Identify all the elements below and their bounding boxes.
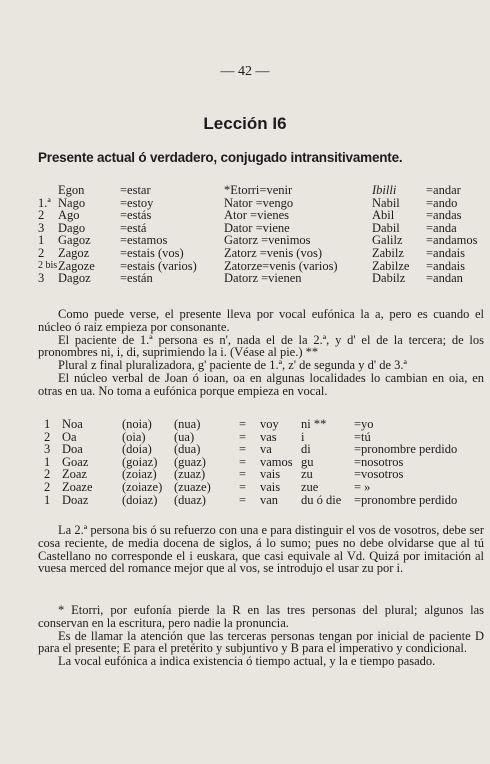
pronoun-meaning: =nosotros (354, 454, 404, 469)
ibilli-form: Nabil (372, 195, 400, 210)
person-number: 1 (44, 417, 51, 431)
ibilli-meaning: =anda (426, 220, 457, 235)
spanish-form: vas (260, 429, 277, 444)
conjugation-row (38, 247, 486, 260)
etorri-form: Datorz =vienen (224, 271, 302, 286)
explanation-text (38, 308, 484, 398)
person-number: 3 (44, 442, 51, 457)
pronoun-meaning: =pronombre perdido (354, 492, 458, 507)
pronoun: i (301, 429, 305, 444)
etorri-form: Ator =vienes (224, 208, 290, 223)
etorri-form: Nator =vengo (224, 195, 294, 210)
ibilli-form: Ibilli (372, 183, 397, 197)
page-number: — 42 — (220, 64, 270, 79)
person-number: 2 (44, 467, 51, 482)
variant-oia: (noia) (122, 417, 152, 431)
variant-oia: (zoiaze) (122, 479, 163, 494)
ibilli-form: Zabilz (372, 245, 404, 260)
spanish-form: =estais (vos) (120, 245, 184, 260)
ibilli-form: Galilz (372, 233, 403, 248)
spanish-form: =estoy (120, 195, 154, 210)
spanish-form: va (260, 442, 272, 457)
spanish-form: =estás (120, 208, 152, 223)
variant-ua: (zuaz) (174, 467, 206, 482)
pronoun: du ó die (301, 492, 342, 507)
conjugation-table (38, 184, 486, 285)
etorri-form: Zatorze=venis (varios) (224, 258, 338, 273)
pronoun-meaning: =vosotros (354, 467, 404, 482)
basque-form: Egon (58, 183, 85, 197)
pronoun: zu (301, 467, 313, 482)
footnote-patient: Es de llamar la atención que las terceras personas tengan por inicial de paciente D para el presente; E para el pretérito y subjuntivo y B para el imperativo y condicional. (38, 628, 484, 656)
variant-ua: (zuaze) (174, 479, 211, 494)
pronoun: zue (301, 479, 319, 494)
basque-form: Noa (62, 417, 83, 431)
ioan-row (44, 443, 486, 456)
ibilli-form: Dabilz (372, 271, 406, 286)
lesson-title: Lección I6 (203, 114, 287, 133)
variant-ua: (dua) (174, 442, 201, 457)
basque-form: Zagoz (58, 245, 90, 260)
ibilli-meaning: =ando (426, 195, 458, 210)
ioan-row (44, 481, 486, 494)
basque-form: Goaz (62, 454, 89, 469)
equals-sign: = (239, 467, 247, 482)
ibilli-form: Zabilze (372, 258, 410, 273)
variant-oia: (zoiaz) (122, 467, 157, 482)
second-person-note (38, 524, 484, 575)
ibilli-form: Dabil (372, 220, 400, 235)
variant-oia: (doia) (122, 442, 152, 457)
basque-form: Zoaz (62, 467, 87, 482)
ioan-row (44, 418, 486, 431)
ioan-row (44, 494, 486, 507)
spanish-form: voy (260, 417, 279, 431)
paragraph: Plural z final pluralizadora, g' paciente de 1.ª, z' de segunda y d' de 3.ª (58, 358, 407, 373)
pronoun-meaning: =tú (354, 429, 371, 444)
spanish-form: vais (260, 467, 281, 482)
paragraph: La 2.ª persona bis ó su refuerzo con una e para distinguir el vos de vosotros, debe ser cosa reciente, de media docena de siglos, á lo sumo; pues no debe olvidarse que al tú Castellano no corresponde el i euskara, que casi equivale al Vd. Quizá por imitación al vuesa merced del romance mejor que al vos, se introdujo el usar zu por i. (38, 523, 484, 576)
paragraph: El núcleo verbal de Joan ó ioan, oa en algunas localidades lo cambian en oia, en otras en ua. No toma a eufónica porque empieza en vocal. (38, 370, 484, 398)
variant-ua: (duaz) (174, 492, 206, 507)
person-number: 3 (38, 271, 45, 286)
ibilli-meaning: =andais (426, 245, 465, 260)
person-number: 2 (38, 208, 45, 223)
footnotes (38, 604, 484, 668)
pronoun-meaning: =yo (354, 417, 374, 431)
person-number: 2 (38, 245, 45, 260)
variant-oia: (goiaz) (122, 454, 158, 469)
spanish-form: =estamos (120, 233, 168, 248)
basque-form: Ago (58, 208, 80, 223)
basque-form: Dagoz (58, 271, 91, 286)
conjugation-row (38, 184, 486, 197)
footnote-etorri: * Etorri, por eufonía pierde la R en las tres personas del plural; algunos las conservan en la escritura, pero nadie la pronuncia. (38, 603, 484, 630)
pronoun-meaning: = » (354, 479, 371, 494)
equals-sign: = (239, 417, 247, 431)
person-number: 1 (44, 492, 51, 507)
variant-oia: (oia) (122, 429, 146, 444)
ioan-conjugation-table (44, 418, 486, 506)
equals-sign: = (239, 492, 247, 507)
conjugation-row (38, 272, 486, 285)
ibilli-form: Abil (372, 208, 395, 223)
etorri-form: Gatorz =venimos (224, 233, 311, 248)
basque-form: Doaz (62, 492, 89, 507)
pronoun-meaning: =pronombre perdido (354, 442, 458, 457)
variant-ua: (ua) (174, 429, 195, 444)
spanish-form: =están (120, 271, 153, 286)
ibilli-meaning: =andais (426, 258, 465, 273)
paragraph: Como puede verse, el presente lleva por vocal eufónica la a, pero es cuando el núcleo ó raiz empieza por consonante. (38, 307, 484, 334)
ibilli-meaning: =andar (426, 183, 461, 197)
paragraph: El paciente de 1.ª persona es n', nada el de la 2.ª, y d' el de la tercera; de los pronombres ni, i, di, suprimiendo la i. (Véase al pie.) ** (38, 332, 484, 360)
basque-form: Zagoze (58, 258, 95, 273)
person-number: 2 bis (38, 259, 58, 271)
basque-form: Zoaze (62, 479, 93, 494)
subtitle: Presente actual ó verdadero, conjugado intransitivamente. (38, 150, 403, 165)
person-number: 1.ª (38, 195, 51, 210)
variant-ua: (guaz) (174, 454, 206, 469)
conjugation-row (38, 209, 486, 222)
pronoun: di (301, 442, 311, 457)
etorri-form: Dator =viene (224, 220, 290, 235)
ibilli-meaning: =andas (426, 208, 462, 223)
spanish-form: =estais (varios) (120, 258, 197, 273)
spanish-form: =está (120, 220, 147, 235)
basque-form: Gagoz (58, 233, 91, 248)
person-number: 1 (38, 233, 45, 248)
spanish-form: van (260, 492, 279, 507)
basque-form: Doa (62, 442, 83, 457)
variant-ua: (nua) (174, 417, 201, 431)
person-number: 1 (44, 454, 51, 469)
footnote-euphonic: La vocal eufónica a indica existencia ó tiempo actual, y la e tiempo pasado. (58, 654, 436, 669)
etorri-form: *Etorri=venir (224, 183, 293, 197)
equals-sign: = (239, 442, 247, 457)
equals-sign: = (239, 479, 247, 494)
equals-sign: = (239, 454, 247, 469)
basque-form: Oa (62, 429, 77, 444)
spanish-form: vais (260, 479, 281, 494)
person-number: 2 (44, 429, 51, 444)
variant-oia: (doiaz) (122, 492, 158, 507)
person-number: 2 (44, 479, 51, 494)
person-number: 3 (38, 220, 45, 235)
pronoun: ni ** (301, 417, 327, 431)
ibilli-meaning: =andan (426, 271, 463, 286)
basque-form: Nago (58, 195, 86, 210)
ibilli-meaning: =andamos (426, 233, 478, 248)
pronoun: gu (301, 454, 314, 469)
etorri-form: Zatorz =venis (vos) (224, 245, 322, 260)
equals-sign: = (239, 429, 247, 444)
spanish-form: =estar (120, 183, 151, 197)
basque-form: Dago (58, 220, 86, 235)
spanish-form: vamos (260, 454, 293, 469)
